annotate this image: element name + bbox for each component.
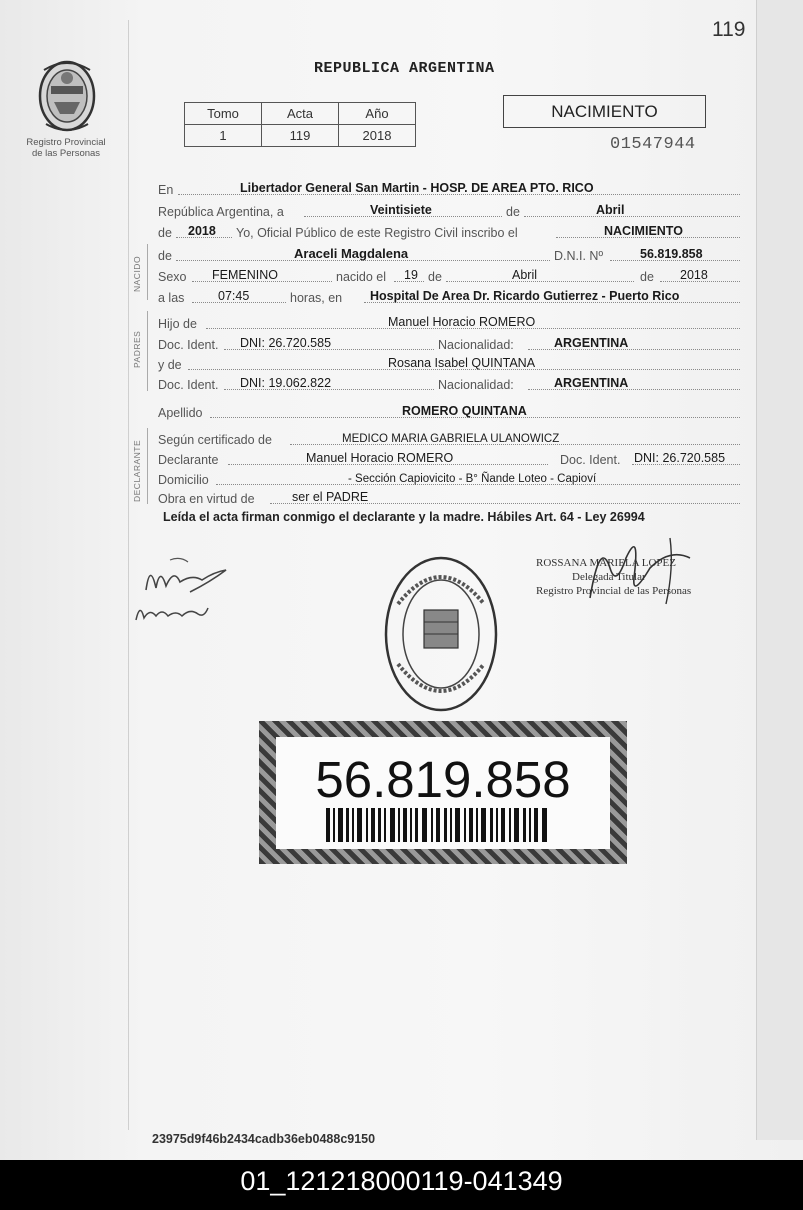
label-a-las: a las: [158, 291, 185, 305]
official-stamp: [382, 554, 500, 714]
label-y-de: y de: [158, 358, 182, 372]
table-value-acta: 119: [262, 125, 339, 147]
value-sexo: FEMENINO: [212, 268, 278, 282]
value-domicilio: - Sección Capiovicito - B° Ñande Loteo - Capioví: [348, 473, 597, 485]
value-lugar-nacimiento: Hospital De Area Dr. Ricardo Gutierrez - Puerto Rico: [370, 289, 680, 303]
label-de: de: [158, 226, 172, 240]
side-label-nacido: NACIDO: [132, 255, 142, 292]
value-hora: 07:45: [218, 289, 250, 303]
value-padre-nacionalidad: ARGENTINA: [554, 336, 629, 350]
document-title: REPUBLICA ARGENTINA: [314, 60, 495, 77]
form-row-fecha: [158, 201, 740, 219]
form-row-oficial: [158, 222, 740, 240]
label-hijo-de: Hijo de: [158, 317, 197, 331]
form-row-padre: [158, 313, 740, 331]
value-padre: Manuel Horacio ROMERO: [388, 315, 536, 329]
form-row-domicilio: [158, 469, 740, 487]
logo-caption-line1: Registro Provincial: [26, 137, 106, 148]
logo-caption-line2: de las Personas: [31, 148, 101, 159]
value-dia: Veintisiete: [370, 203, 432, 217]
label-doc-ident: Doc. Ident.: [158, 338, 219, 352]
form-row-obra: [158, 488, 740, 506]
label-horas-en: horas, en: [290, 291, 343, 305]
label-nacido: nacido el: [336, 270, 387, 284]
form-row-madre: [158, 354, 740, 372]
label-oficial: Yo, Oficial Público de este Registro Civil inscribo el: [236, 226, 518, 240]
value-madre-doc: DNI: 19.062.822: [240, 376, 332, 390]
value-madre: Rosana Isabel QUINTANA: [388, 356, 536, 370]
label-republica: República Argentina, a: [158, 205, 284, 219]
label-nacionalidad: Nacionalidad:: [438, 378, 514, 392]
value-nombre: Araceli Magdalena: [294, 246, 409, 261]
label-obra-en-virtud: Obra en virtud de: [158, 492, 255, 506]
form-row-madre-doc: [158, 374, 740, 392]
value-nac-anio: 2018: [680, 268, 708, 282]
registrar-name: ROSSANA MARIELA LOPEZ: [536, 557, 676, 569]
form-row-nombre: [158, 245, 740, 263]
value-lugar-registro: Libertador General San Martin - HOSP. DE AREA PTO. RICO: [240, 181, 594, 195]
label-segun-certificado: Según certificado de: [158, 433, 272, 447]
label-de: de: [640, 270, 654, 284]
label-dni: D.N.I. Nº: [554, 249, 604, 263]
table-value-tomo: 1: [185, 125, 262, 147]
label-de: de: [158, 249, 172, 263]
form-row-apellido: [158, 402, 740, 420]
value-apellido: ROMERO QUINTANA: [402, 404, 527, 418]
serial-number: 01547944: [610, 135, 696, 154]
value-declarante: Manuel Horacio ROMERO: [306, 451, 454, 465]
value-acta-tipo: NACIMIENTO: [604, 224, 683, 238]
declarant-signature: [140, 552, 240, 602]
label-de: de: [428, 270, 442, 284]
document-hash: 23975d9f46b2434cadb36eb0488c9150: [152, 1132, 376, 1146]
label-domicilio: Domicilio: [158, 473, 209, 487]
section-bracket-declarante: [147, 428, 148, 504]
form-row-en: [158, 179, 740, 197]
dni-sticker-number: 56.819.858: [315, 751, 571, 808]
value-mes: Abril: [596, 203, 625, 217]
label-en: En: [158, 183, 174, 197]
value-padre-doc: DNI: 26.720.585: [240, 336, 332, 350]
mother-signature: [132, 598, 212, 628]
form-row-certificado: [158, 429, 740, 447]
record-type-box: NACIMIENTO: [503, 95, 706, 128]
label-doc-ident: Doc. Ident.: [158, 378, 219, 392]
form-row-declarante: [158, 449, 740, 467]
value-anio: 2018: [188, 224, 216, 238]
dotted-line: [446, 281, 634, 282]
form-row-padre-doc: [158, 334, 740, 352]
record-table: [184, 102, 416, 147]
table-header-tomo: Tomo: [185, 103, 262, 125]
label-nacionalidad: Nacionalidad:: [438, 338, 514, 352]
value-dni: 56.819.858: [640, 247, 703, 261]
label-doc-ident: Doc. Ident.: [560, 453, 621, 467]
file-name-footer: 01_121218000119-041349: [0, 1160, 803, 1210]
side-label-padres: PADRES: [132, 330, 142, 368]
table-header-anio: Año: [339, 103, 416, 125]
label-apellido: Apellido: [158, 406, 203, 420]
value-madre-nacionalidad: ARGENTINA: [554, 376, 629, 390]
value-obra: ser el PADRE: [292, 490, 369, 504]
form-row-sexo: [158, 266, 740, 284]
side-label-declarante: DECLARANTE: [132, 439, 142, 502]
section-bracket-padres: [147, 311, 148, 391]
label-declarante: Declarante: [158, 453, 219, 467]
value-nac-dia: 19: [404, 268, 418, 282]
page-number: 119: [712, 18, 746, 41]
section-bracket-nacido: [147, 244, 148, 300]
registrar-role: Delegada Titular: [572, 571, 646, 583]
label-de: de: [506, 205, 520, 219]
barcode: [326, 808, 548, 842]
value-declarante-doc: DNI: 26.720.585: [634, 451, 726, 465]
table-header-acta: Acta: [262, 103, 339, 125]
label-sexo: Sexo: [158, 270, 187, 284]
registrar-block: [536, 556, 691, 598]
closing-statement: Leída el acta firman conmigo el declarante y la madre. Hábiles Art. 64 - Ley 26994: [163, 510, 645, 524]
dotted-line: [524, 216, 740, 217]
margin-line: [128, 20, 129, 1130]
form-row-hora: [158, 287, 740, 305]
table-value-anio: 2018: [339, 125, 416, 147]
value-nac-mes: Abril: [512, 268, 538, 282]
registrar-office: Registro Provincial de las Personas: [536, 585, 692, 597]
provincial-coat-of-arms-logo: [36, 56, 98, 134]
page-edge-shadow: [757, 0, 803, 1140]
value-certificado: MEDICO MARIA GABRIELA ULANOWICZ: [342, 433, 560, 445]
logo-caption: [14, 137, 118, 159]
